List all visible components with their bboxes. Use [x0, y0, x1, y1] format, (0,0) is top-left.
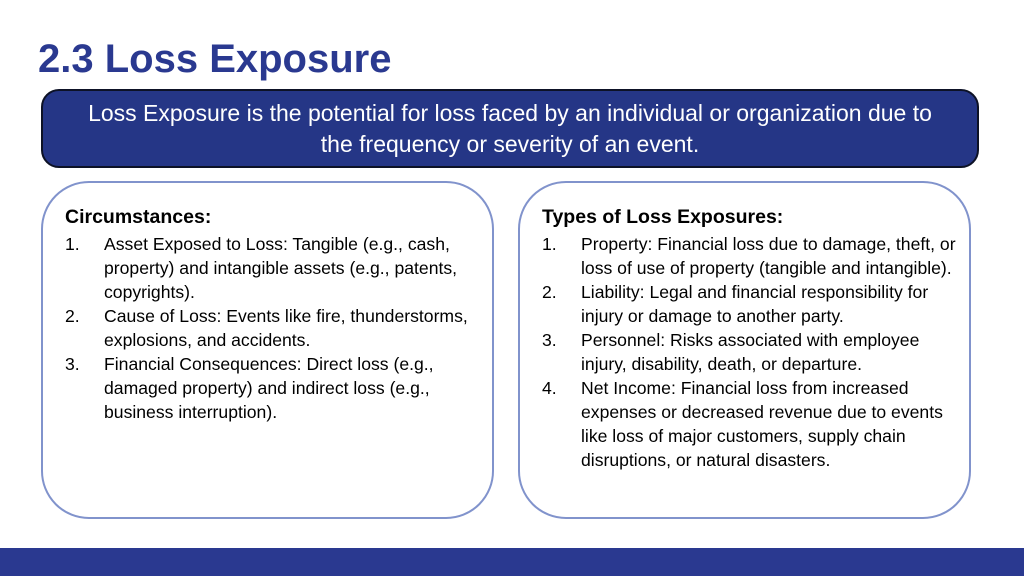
- list-item-number: 4.: [542, 378, 557, 398]
- list-item: [542, 280, 961, 328]
- loss-exposure-types-panel: [518, 181, 971, 519]
- list-item: [65, 232, 484, 304]
- circumstances-panel: [41, 181, 494, 519]
- list-item-number: 3.: [65, 354, 80, 374]
- list-item-text: Net Income: Financial loss from increased expenses or decreased revenue due to events like loss of major customers, supply chain disruptions, or natural disasters.: [581, 378, 943, 470]
- list-item: [542, 232, 961, 280]
- list-item-text: Asset Exposed to Loss: Tangible (e.g., cash, property) and intangible assets (e.g., patents, copyrights).: [104, 234, 458, 302]
- list-item: [542, 328, 961, 376]
- list-item-number: 1.: [65, 234, 80, 254]
- list-item-number: 2.: [542, 282, 557, 302]
- types-list: [542, 232, 961, 472]
- list-item-text: Cause of Loss: Events like fire, thunderstorms, explosions, and accidents.: [104, 306, 468, 350]
- circumstances-heading: Circumstances:: [65, 206, 212, 228]
- list-item-number: 3.: [542, 330, 557, 350]
- circumstances-list: [65, 232, 484, 424]
- list-item-text: Liability: Legal and financial responsibility for injury or damage to another party.: [581, 282, 929, 326]
- list-item: [65, 304, 484, 352]
- list-item-number: 1.: [542, 234, 557, 254]
- slide-title: 2.3 Loss Exposure: [38, 37, 392, 81]
- definition-text: Loss Exposure is the potential for loss faced by an individual or organization due to the frequency or severity of an event.: [88, 99, 932, 157]
- footer-bar: [0, 548, 1024, 576]
- list-item-text: Property: Financial loss due to damage, theft, or loss of use of property (tangible and intangible).: [581, 234, 956, 278]
- list-item: [65, 352, 484, 424]
- definition-box: [41, 89, 979, 168]
- list-item-text: Financial Consequences: Direct loss (e.g., damaged property) and indirect loss (e.g., business interruption).: [104, 354, 434, 422]
- list-item-text: Personnel: Risks associated with employee injury, disability, death, or departure.: [581, 330, 920, 374]
- types-heading: Types of Loss Exposures:: [542, 206, 784, 228]
- list-item-number: 2.: [65, 306, 80, 326]
- list-item: [542, 376, 961, 472]
